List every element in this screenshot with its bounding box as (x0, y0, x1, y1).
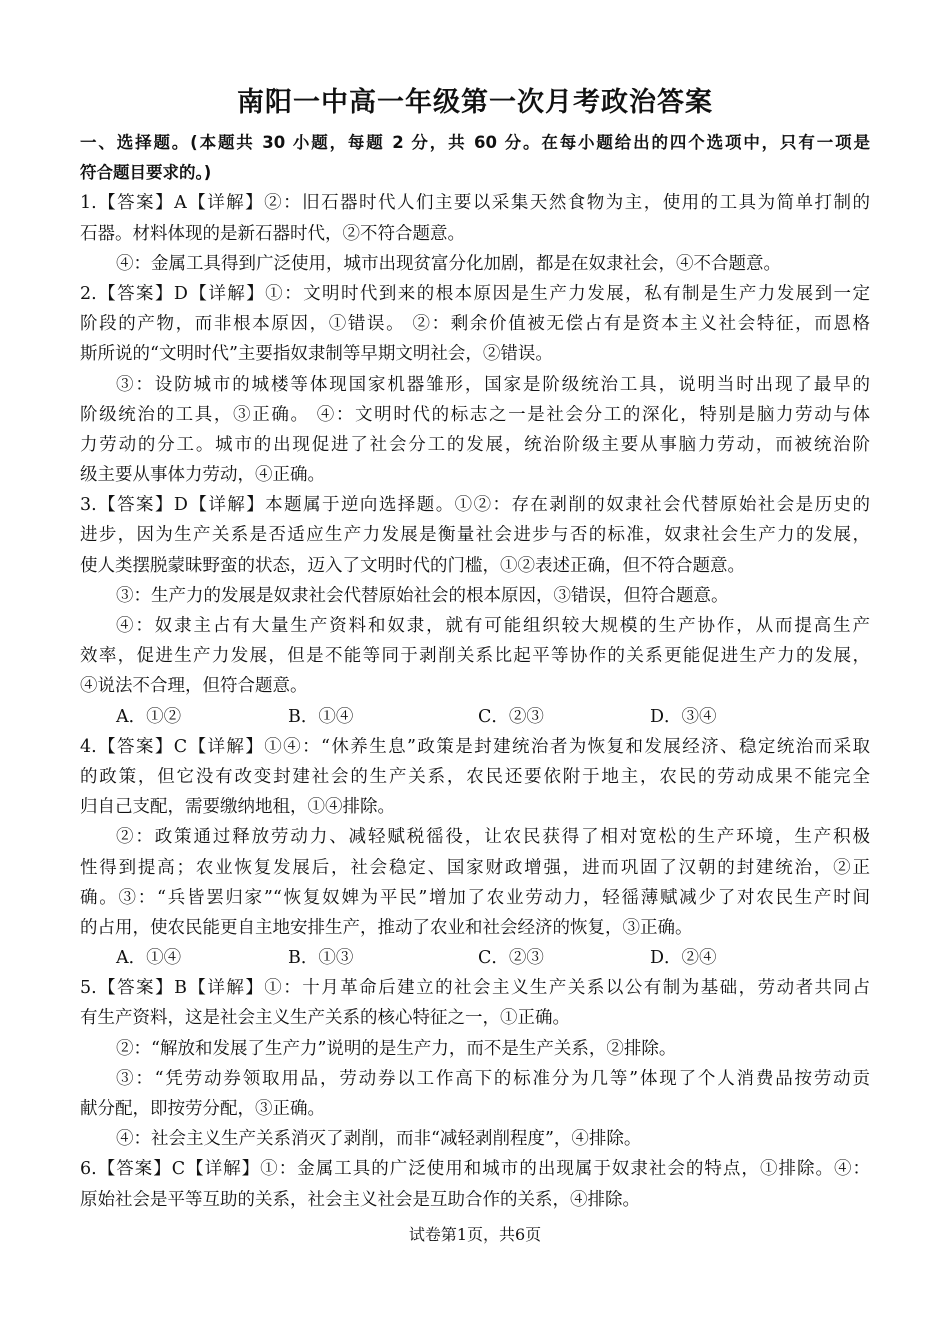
q4-line: 的占用，使农民能更自主地安排生产，推动了农业和社会经济的恢复，③正确。 (80, 917, 693, 938)
q6-line: 原始社会是平等互助的关系，社会主义社会是互助合作的关系，④排除。 (80, 1189, 640, 1210)
q3-line: ④：奴隶主占有大量生产资料和奴隶，就有可能组织较大规模的生产协作，从而提高生产 (116, 616, 870, 636)
q2-line: 阶级统治的工具，③正确。 ④：文明时代的标志之一是社会分工的深化，特别是脑力劳动与体 (80, 404, 870, 425)
q3-line: ③：生产力的发展是奴隶社会代替原始社会的根本原因，③错误，但符合题意。 (116, 585, 729, 606)
q4-line: 4.【答案】C【详解】①④：“休养生息”政策是封建统治者为恢复和发展经济、稳定统治而采取 (80, 736, 870, 757)
q4-option-b: B．①③ (288, 948, 354, 969)
q3-line: 使人类摆脱蒙昧野蛮的状态，迈入了文明时代的门槛，①②表述正确，但不符合题意。 (80, 555, 745, 576)
q3-option-b: B．①④ (288, 706, 354, 727)
q3-option-d: D．③④ (650, 706, 717, 727)
q3-option-c: C．②③ (478, 706, 544, 727)
q4-line: 归自己支配，需要缴纳地租，①④排除。 (80, 797, 395, 818)
section-heading: 一、选择题。(本题共 30 小题，每题 2 分，共 60 分。在每小题给出的四个选项中，只有一项是 (80, 133, 870, 152)
page-footer: 试卷第1页，共6页 (408, 1225, 542, 1244)
q4-line: 确。③：“兵皆罢归家”“恢复奴婢为平民”增加了农业劳动力，轻徭薄赋减少了对农民生产时间 (80, 887, 870, 908)
q1-line: 1.【答案】A【详解】②：旧石器时代人们主要以采集天然食物为主，使用的工具为简单打制的 (80, 193, 870, 214)
q5-line: 有生产资料，这是社会主义生产关系的核心特征之一，①正确。 (80, 1008, 570, 1029)
q2-line: 斯所说的“文明时代”主要指奴隶制等早期文明社会，②错误。 (80, 344, 553, 365)
q4-line: 性得到提高；农业恢复发展后，社会稳定、国家财政增强，进而巩固了汉朝的封建统治，②正 (80, 857, 870, 878)
q1-line: ④：金属工具得到广泛使用，城市出现贫富分化加剧，都是在奴隶社会，④不合题意。 (116, 253, 781, 274)
q3-option-a: A．①② (116, 706, 182, 727)
q5-line: 献分配，即按劳分配，③正确。 (80, 1099, 325, 1119)
q5-line: ④：社会主义生产关系消灭了剥削，而非“减轻剥削程度”，④排除。 (116, 1129, 642, 1150)
q2-line: ③：设防城市的城楼等体现国家机器雏形，国家是阶级统治工具，说明当时出现了最早的 (116, 374, 870, 395)
q4-option-a: A．①④ (116, 948, 182, 969)
page-title: 南阳一中高一年级第一次月考政治答案 (237, 87, 713, 118)
q5-line: 5.【答案】B【详解】①：十月革命后建立的社会主义生产关系以公有制为基础，劳动者共同占 (80, 978, 870, 999)
q2-line: 2.【答案】D【详解】①：文明时代到来的根本原因是生产力发展，私有制是生产力发展到一定 (80, 283, 870, 304)
q2-line: 级主要从事体力劳动，④正确。 (80, 465, 325, 486)
section-heading-cont: 符合题目要求的。) (80, 163, 212, 183)
q3-line: 效率，促进生产力发展，但是不能等同于剥削关系比起平等协作的关系更能促进生产力的发展， (80, 646, 870, 667)
q1-line: 石器。材料体现的是新石器时代，②不符合题意。 (80, 223, 465, 244)
q4-option-d: D．②④ (650, 948, 717, 969)
q4-options (80, 943, 870, 973)
q3-line: 3.【答案】D【详解】本题属于逆向选择题。①②：存在剥削的奴隶社会代替原始社会是历史的 (80, 495, 870, 516)
q3-line: 进步，因为生产关系是否适应生产力发展是衡量社会进步与否的标准，奴隶社会生产力的发展， (80, 525, 870, 546)
q6-line: 6.【答案】C【详解】①：金属工具的广泛使用和城市的出现属于奴隶社会的特点，①排除。④： (80, 1159, 870, 1180)
q3-line: ④说法不合理，但符合题意。 (80, 676, 308, 697)
q5-line: ③：“凭劳动券领取用品，劳动券以工作高下的标准分为几等”体现了个人消费品按劳动贡 (116, 1068, 870, 1089)
q5-line: ②：“解放和发展了生产力”说明的是生产力，而不是生产关系，②排除。 (116, 1038, 677, 1059)
q3-options (80, 702, 870, 732)
q2-line: 力劳动的分工。城市的出现促进了社会分工的发展，统治阶级主要从事脑力劳动，而被统治阶 (80, 434, 870, 455)
q2-line: 阶段的产物，而非根本原因，①错误。 ②：剩余价值被无偿占有是资本主义社会特征，而恩格 (80, 314, 870, 335)
answer-content (80, 128, 870, 1215)
q4-line: ②：政策通过释放劳动力、减轻赋税徭役，让农民获得了相对宽松的生产环境，生产积极 (116, 827, 870, 848)
q4-line: 的政策，但它没有改变封建社会的生产关系，农民还要依附于地主，农民的劳动成果不能完全 (80, 766, 870, 787)
q4-option-c: C．②③ (478, 948, 544, 969)
